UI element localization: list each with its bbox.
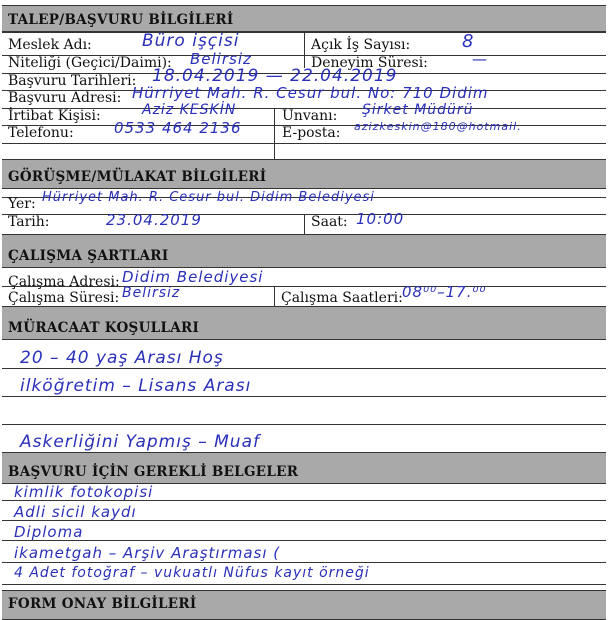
label-tarih: Tarih: (8, 214, 50, 230)
muracaat-line: ilköğretim – Lisans Arası (20, 376, 252, 396)
belge-line: kimlik fotokopisi (14, 483, 154, 501)
value-calisma-adresi: Didim Belediyesi (122, 268, 264, 286)
section-header-form-onay (2, 590, 606, 620)
value-tarih: 23.04.2019 (106, 211, 202, 229)
value-saat: 10:00 (356, 210, 405, 228)
label-basvuru-tarihleri: Başvuru Tarihleri: (8, 73, 137, 89)
application-form (2, 0, 606, 611)
value-yer: Hürriyet Mah. R. Cesur bul. Didim Belediyesi (42, 190, 375, 205)
label-meslek-adi: Meslek Adı: (8, 37, 92, 53)
value-calisma-suresi: Belirsiz (122, 285, 181, 301)
section-title: GÖRÜŞME/MÜLAKAT BİLGİLERİ (8, 169, 267, 185)
value-calisma-saatleri: 08⁰⁰–17.⁰⁰ (402, 283, 487, 301)
label-unvani: Unvanı: (282, 108, 338, 124)
value-niteligi: Belirsiz (190, 50, 252, 68)
label-eposta: E-posta: (282, 125, 341, 141)
section-title: MÜRACAAT KOŞULLARI (8, 320, 200, 336)
section-title: FORM ONAY BİLGİLERİ (8, 596, 197, 612)
section-header-calisma (2, 234, 606, 268)
label-calisma-adresi: Çalışma Adresi: (8, 274, 120, 290)
label-niteligi: Niteliği (Geçici/Daimi): (8, 55, 172, 71)
section-header-muracaat (2, 306, 606, 340)
value-acik-is-sayisi: 8 (462, 31, 475, 52)
section-header-gorusme (2, 159, 606, 189)
belge-line: 4 Adet fotoğraf – vukuatlı Nüfus kayıt örneği (14, 565, 370, 581)
muracaat-line: 20 – 40 yaş Arası Hoş (20, 348, 224, 368)
value-deneyim-suresi: — (472, 50, 488, 68)
label-basvuru-adresi: Başvuru Adresi: (8, 90, 122, 106)
label-calisma-saatleri: Çalışma Saatleri: (281, 290, 403, 306)
value-irtibat-kisisi: Aziz KESKİN (142, 102, 237, 118)
value-eposta: azizkeskin@180@hotmail. (354, 120, 522, 133)
muracaat-line: Askerliğini Yapmış – Muaf (20, 432, 260, 452)
label-telefonu: Telefonu: (8, 125, 74, 141)
value-basvuru-tarihleri: 18.04.2019 — 22.04.2019 (152, 66, 398, 86)
section-header-talep (2, 5, 606, 32)
section-title: BAŞVURU İÇİN GEREKLİ BELGELER (8, 464, 299, 480)
value-meslek-adi: Büro işçisi (142, 31, 240, 51)
value-unvani: Şirket Müdürü (362, 102, 474, 118)
section-title: TALEP/BAŞVURU BİLGİLERİ (8, 12, 234, 28)
value-telefonu: 0533 464 2136 (114, 119, 242, 137)
section-title: ÇALIŞMA ŞARTLARI (8, 248, 169, 264)
label-saat: Saat: (311, 214, 348, 230)
belge-line: Diploma (14, 523, 84, 541)
label-deneyim-suresi: Deneyim Süresi: (311, 55, 428, 71)
label-irtibat-kisisi: İrtibat Kişisi: (8, 108, 101, 124)
belge-line: ikametgah – Arşiv Araştırması ( (14, 544, 281, 562)
label-acik-is-sayisi: Açık İş Sayısı: (311, 37, 411, 53)
section-header-belgeler (2, 452, 606, 484)
belge-line: Adli sicil kaydı (14, 503, 137, 521)
label-calisma-suresi: Çalışma Süresi: (8, 290, 120, 306)
value-basvuru-adresi: Hürriyet Mah. R. Cesur bul. No: 710 Didim (132, 84, 489, 102)
label-yer: Yer: (8, 196, 36, 212)
